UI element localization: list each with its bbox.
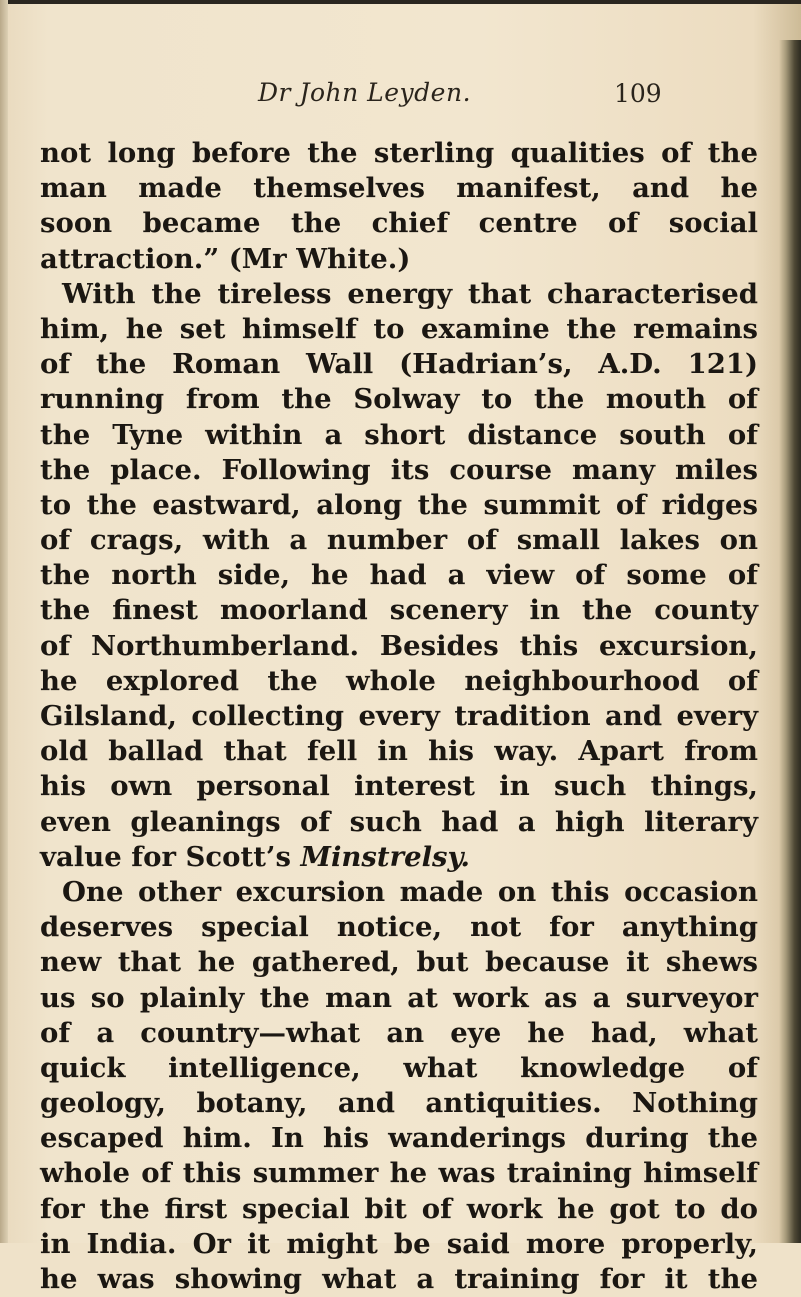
paragraph-start-line: With the tireless energy that characterised	[62, 277, 758, 310]
italic-title: Minstrelsy.	[300, 840, 470, 873]
text-line: his own personal interest in such things,	[40, 770, 758, 803]
text-line: he explored the whole neighbourhood of	[40, 664, 758, 697]
text-line: the north side, he had a view of some of	[40, 559, 758, 592]
page-number: 109	[614, 79, 662, 108]
text-line: us so plainly the man at work as a surveyor	[40, 981, 758, 1014]
text-line: even gleanings of such had a high literary	[40, 805, 758, 838]
text-line-segment: value for Scott’s	[40, 840, 291, 873]
page-binding-shadow	[779, 40, 801, 1243]
text-line: the place. Following its course many miles	[40, 453, 758, 486]
text-line: whole of this summer he was training himself	[40, 1157, 758, 1190]
text-line: deserves special notice, not for anything	[40, 911, 758, 944]
text-line: not long before the sterling qualities of the	[40, 137, 758, 169]
running-head-title: Dr John Leyden.	[258, 78, 472, 107]
text-line: of crags, with a number of small lakes on	[40, 524, 758, 557]
text-line: soon became the chief centre of social	[40, 207, 758, 240]
text-line: escaped him. In his wanderings during the	[40, 1122, 758, 1155]
text-line: the Tyne within a short distance south of	[40, 418, 758, 451]
text-line: the finest moorland scenery in the county	[40, 594, 758, 627]
text-line: of Northumberland. Besides this excursion,	[40, 629, 758, 662]
text-line: him, he set himself to examine the remains	[40, 312, 758, 345]
text-line: in India. Or it might be said more properly,	[40, 1227, 758, 1260]
text-line: attraction.” (Mr White.)	[40, 242, 411, 275]
text-line	[40, 840, 758, 875]
text-line: of the Roman Wall (Hadrian’s, A.D. 121)	[40, 348, 758, 381]
text-line: to the eastward, along the summit of ridges	[40, 488, 758, 521]
text-line: for the first special bit of work he got to do	[40, 1192, 758, 1225]
text-line: Gilsland, collecting every tradition and every	[40, 700, 758, 732]
text-line: of a country—what an eye he had, what	[40, 1016, 758, 1049]
text-line: he was showing what a training for it the	[40, 1263, 758, 1295]
text-line: new that he gathered, but because it shews	[40, 946, 758, 979]
text-line: running from the Solway to the mouth of	[40, 383, 758, 416]
text-line: old ballad that fell in his way. Apart from	[40, 735, 758, 768]
page-left-edge	[0, 0, 8, 1243]
page-top-edge	[0, 0, 801, 4]
text-line: geology, botany, and antiquities. Nothing	[40, 1087, 758, 1120]
paragraph-start-line: One other excursion made on this occasion	[62, 875, 758, 908]
body-text	[40, 136, 758, 1297]
text-line: quick intelligence, what knowledge of	[40, 1051, 758, 1084]
text-line: man made themselves manifest, and he	[40, 172, 758, 205]
